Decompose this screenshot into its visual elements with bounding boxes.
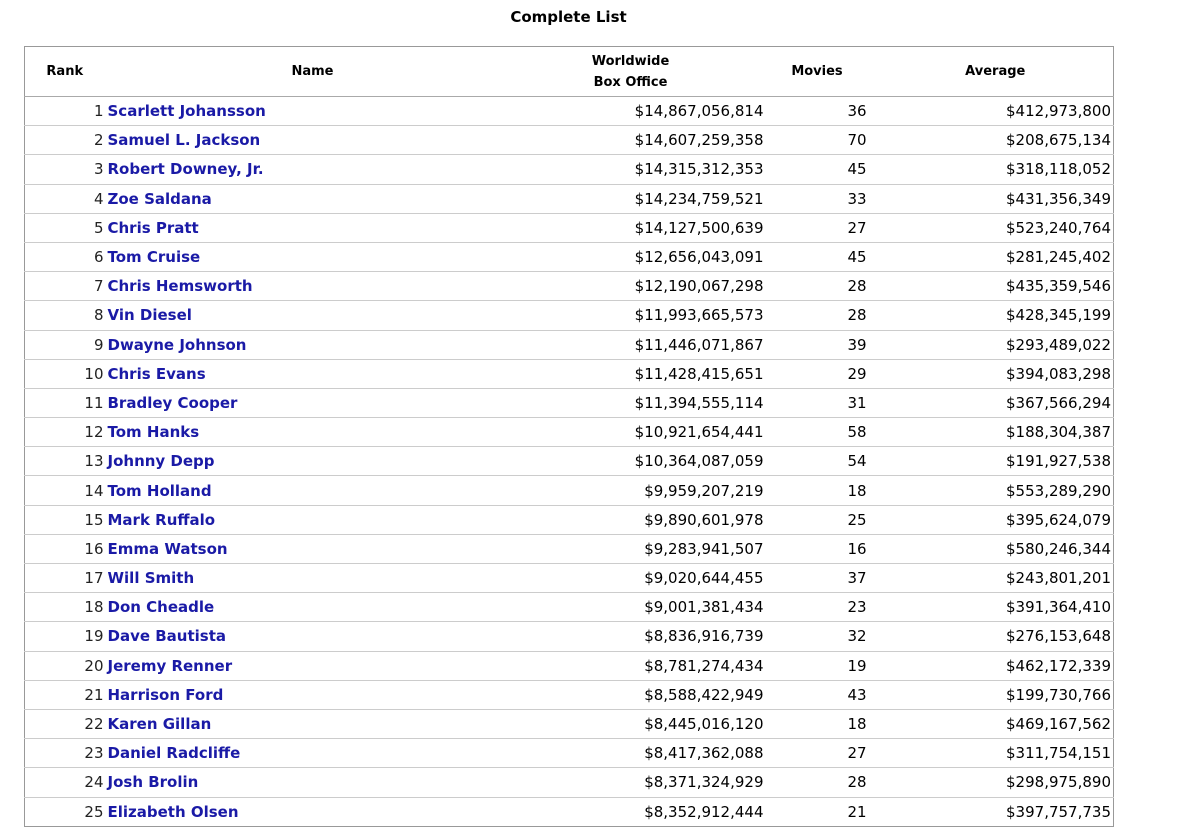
rank-cell: 24	[25, 768, 105, 797]
rank-cell: 10	[25, 359, 105, 388]
average-cell: $553,289,290	[906, 476, 1114, 505]
movies-cell: 23	[769, 593, 906, 622]
average-cell: $428,345,199	[906, 301, 1114, 330]
table-row	[25, 418, 1114, 447]
box-office-cell: $9,001,381,434	[521, 593, 769, 622]
actor-link[interactable]: Dwayne Johnson	[107, 335, 247, 354]
box-office-cell: $11,428,415,651	[521, 359, 769, 388]
movies-cell: 27	[769, 213, 906, 242]
rank-cell: 3	[25, 155, 105, 184]
name-cell	[105, 622, 521, 651]
movies-cell: 28	[769, 272, 906, 301]
average-cell: $462,172,339	[906, 651, 1114, 680]
actor-link[interactable]: Vin Diesel	[107, 306, 192, 325]
box-office-cell: $9,890,601,978	[521, 505, 769, 534]
header-worldwide-line1: Worldwide	[591, 53, 670, 69]
table-row	[25, 768, 1114, 797]
name-cell	[105, 768, 521, 797]
table-row	[25, 739, 1114, 768]
table-row	[25, 564, 1114, 593]
actor-link[interactable]: Daniel Radcliffe	[107, 744, 241, 763]
name-cell	[105, 593, 521, 622]
rank-cell: 11	[25, 388, 105, 417]
average-cell: $276,153,648	[906, 622, 1114, 651]
name-cell	[105, 739, 521, 768]
header-movies: Movies	[769, 47, 906, 97]
movies-cell: 25	[769, 505, 906, 534]
movies-cell: 31	[769, 388, 906, 417]
name-cell	[105, 476, 521, 505]
page-container	[24, 8, 1113, 827]
box-office-cell: $8,445,016,120	[521, 709, 769, 738]
rank-cell: 5	[25, 213, 105, 242]
rank-cell: 6	[25, 242, 105, 271]
name-cell	[105, 534, 521, 563]
rank-cell: 20	[25, 651, 105, 680]
name-cell	[105, 388, 521, 417]
average-cell: $431,356,349	[906, 184, 1114, 213]
actor-link[interactable]: Zoe Saldana	[107, 189, 212, 208]
rank-cell: 7	[25, 272, 105, 301]
box-office-cell: $9,959,207,219	[521, 476, 769, 505]
name-cell	[105, 418, 521, 447]
actor-link[interactable]: Emma Watson	[107, 539, 228, 558]
name-cell	[105, 797, 521, 826]
table-row	[25, 126, 1114, 155]
movies-cell: 28	[769, 768, 906, 797]
average-cell: $412,973,800	[1006, 102, 1111, 121]
rank-cell: 16	[25, 534, 105, 563]
rank-cell: 18	[25, 593, 105, 622]
name-cell	[105, 564, 521, 593]
table-row	[25, 330, 1114, 359]
rank-cell: 21	[25, 680, 105, 709]
average-cell: $311,754,151	[906, 739, 1114, 768]
rank-cell: 15	[25, 505, 105, 534]
name-cell	[105, 680, 521, 709]
table-row	[25, 301, 1114, 330]
movies-cell: 27	[769, 739, 906, 768]
actor-link[interactable]: Tom Holland	[107, 481, 212, 500]
actor-link[interactable]: Scarlett Johansson	[107, 102, 266, 121]
name-cell	[105, 651, 521, 680]
average-cell: $281,245,402	[906, 242, 1114, 271]
box-office-cell: $8,417,362,088	[521, 739, 769, 768]
name-cell	[105, 301, 521, 330]
movies-cell: 29	[769, 359, 906, 388]
table-header	[25, 47, 1114, 97]
actor-link[interactable]: Robert Downey, Jr.	[107, 160, 264, 179]
average-cell: $188,304,387	[906, 418, 1114, 447]
box-office-cell: $8,352,912,444	[521, 797, 769, 826]
table-body	[25, 97, 1114, 827]
name-cell	[105, 330, 521, 359]
table-row	[25, 97, 1114, 126]
rank-cell: 17	[25, 564, 105, 593]
movies-cell: 54	[769, 447, 906, 476]
box-office-cell: $14,127,500,639	[521, 213, 769, 242]
name-cell	[105, 213, 521, 242]
table-row	[25, 593, 1114, 622]
table-row	[25, 272, 1114, 301]
average-cell: $208,675,134	[906, 126, 1114, 155]
box-office-table	[24, 46, 1114, 827]
name-cell	[105, 155, 521, 184]
actor-link[interactable]: Will Smith	[107, 569, 195, 588]
box-office-cell: $11,993,665,573	[521, 301, 769, 330]
movies-cell: 36	[847, 102, 867, 121]
table-row	[25, 534, 1114, 563]
actor-link[interactable]: Elizabeth Olsen	[107, 802, 239, 821]
average-cell: $293,489,022	[906, 330, 1114, 359]
movies-cell: 19	[769, 651, 906, 680]
rank-cell: 13	[25, 447, 105, 476]
box-office-cell: $10,364,087,059	[521, 447, 769, 476]
page-title: Complete List	[510, 8, 627, 26]
table-row	[25, 213, 1114, 242]
movies-cell: 37	[769, 564, 906, 593]
table-row	[25, 680, 1114, 709]
box-office-cell: $11,446,071,867	[521, 330, 769, 359]
box-office-cell: $12,656,043,091	[521, 242, 769, 271]
movies-cell: 43	[769, 680, 906, 709]
name-cell	[105, 126, 521, 155]
rank-cell: 2	[25, 126, 105, 155]
actor-link[interactable]: Mark Ruffalo	[107, 510, 216, 529]
header-rank: Rank	[25, 47, 105, 97]
actor-link[interactable]: Bradley Cooper	[107, 393, 238, 412]
box-office-cell: $8,371,324,929	[521, 768, 769, 797]
average-cell: $391,364,410	[906, 593, 1114, 622]
average-cell: $469,167,562	[906, 709, 1114, 738]
box-office-cell: $8,836,916,739	[521, 622, 769, 651]
movies-cell: 45	[769, 155, 906, 184]
table-row	[25, 184, 1114, 213]
movies-cell: 32	[769, 622, 906, 651]
actor-link[interactable]: Chris Evans	[107, 364, 206, 383]
table-row	[25, 359, 1114, 388]
rank-cell: 1	[93, 102, 104, 121]
box-office-cell: $14,867,056,814	[634, 102, 764, 121]
movies-cell: 39	[769, 330, 906, 359]
average-cell: $191,927,538	[906, 447, 1114, 476]
average-cell: $397,757,735	[906, 797, 1114, 826]
average-cell: $395,624,079	[906, 505, 1114, 534]
box-office-cell: $14,315,312,353	[521, 155, 769, 184]
actor-link[interactable]: Chris Pratt	[107, 218, 199, 237]
rank-cell: 12	[25, 418, 105, 447]
rank-cell: 22	[25, 709, 105, 738]
header-average: Average	[906, 47, 1114, 97]
rank-cell: 9	[25, 330, 105, 359]
header-row	[25, 47, 1114, 97]
average-cell: $298,975,890	[906, 768, 1114, 797]
header-worldwide-box-office	[521, 47, 769, 97]
box-office-cell: $12,190,067,298	[521, 272, 769, 301]
actor-link[interactable]: Tom Cruise	[107, 248, 201, 267]
average-cell: $199,730,766	[906, 680, 1114, 709]
rank-cell: 19	[25, 622, 105, 651]
actor-link[interactable]: Don Cheadle	[107, 598, 215, 617]
table-row	[25, 797, 1114, 826]
movies-cell: 18	[769, 476, 906, 505]
actor-link[interactable]: Harrison Ford	[107, 685, 224, 704]
movies-cell: 21	[769, 797, 906, 826]
actor-link[interactable]: Chris Hemsworth	[107, 277, 253, 296]
name-cell	[105, 184, 521, 213]
rank-cell: 8	[25, 301, 105, 330]
table-row	[25, 476, 1114, 505]
table-row	[25, 242, 1114, 271]
average-cell: $243,801,201	[906, 564, 1114, 593]
table-row	[25, 622, 1114, 651]
actor-link[interactable]: Karen Gillan	[107, 715, 212, 734]
average-cell: $394,083,298	[906, 359, 1114, 388]
box-office-cell: $14,607,259,358	[521, 126, 769, 155]
movies-cell: 70	[769, 126, 906, 155]
name-cell	[105, 709, 521, 738]
box-office-cell: $9,283,941,507	[521, 534, 769, 563]
movies-cell: 28	[769, 301, 906, 330]
table-row	[25, 651, 1114, 680]
header-name: Name	[105, 47, 521, 97]
actor-link[interactable]: Johnny Depp	[107, 452, 215, 471]
table-row	[25, 155, 1114, 184]
name-cell	[105, 272, 521, 301]
table-row	[25, 388, 1114, 417]
box-office-cell: $8,781,274,434	[521, 651, 769, 680]
rank-cell: 23	[25, 739, 105, 768]
actor-link[interactable]: Josh Brolin	[107, 773, 199, 792]
box-office-cell: $8,588,422,949	[521, 680, 769, 709]
table-row	[25, 505, 1114, 534]
actor-link[interactable]: Samuel L. Jackson	[107, 131, 261, 150]
average-cell: $580,246,344	[906, 534, 1114, 563]
name-cell	[105, 97, 521, 126]
movies-cell: 33	[769, 184, 906, 213]
table-row	[25, 709, 1114, 738]
movies-cell: 58	[769, 418, 906, 447]
box-office-cell: $14,234,759,521	[521, 184, 769, 213]
rank-cell: 4	[25, 184, 105, 213]
rank-cell: 14	[25, 476, 105, 505]
box-office-cell: $9,020,644,455	[521, 564, 769, 593]
box-office-cell: $10,921,654,441	[521, 418, 769, 447]
average-cell: $318,118,052	[906, 155, 1114, 184]
actor-link[interactable]: Tom Hanks	[107, 423, 200, 442]
movies-cell: 16	[769, 534, 906, 563]
box-office-cell: $11,394,555,114	[521, 388, 769, 417]
rank-cell: 25	[25, 797, 105, 826]
movies-cell: 45	[769, 242, 906, 271]
average-cell: $435,359,546	[906, 272, 1114, 301]
movies-cell: 18	[769, 709, 906, 738]
average-cell: $367,566,294	[906, 388, 1114, 417]
name-cell	[105, 447, 521, 476]
actor-link[interactable]: Dave Bautista	[107, 627, 227, 646]
name-cell	[105, 359, 521, 388]
name-cell	[105, 505, 521, 534]
average-cell: $523,240,764	[906, 213, 1114, 242]
name-cell	[105, 242, 521, 271]
header-worldwide-line2: Box Office	[593, 74, 668, 90]
actor-link[interactable]: Jeremy Renner	[107, 656, 233, 675]
table-row	[25, 447, 1114, 476]
